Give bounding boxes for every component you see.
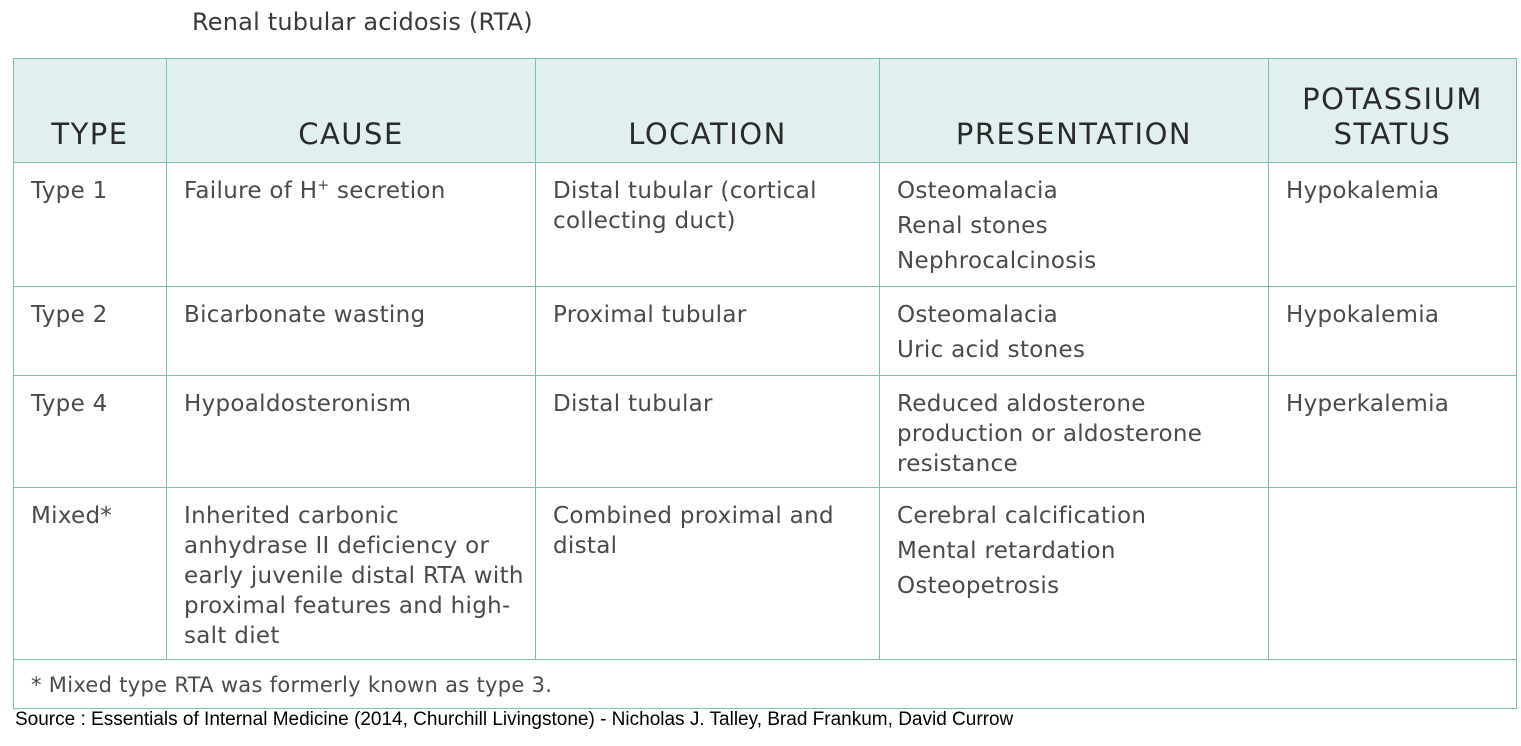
header-cause: CAUSE xyxy=(167,59,536,163)
cell-type: Type 1 xyxy=(14,163,167,287)
cell-type: Type 2 xyxy=(14,287,167,376)
cell-presentation xyxy=(880,376,1269,488)
cell-type: Mixed* xyxy=(14,488,167,660)
presentation-item: Osteopetrosis xyxy=(897,573,1060,599)
cell-location: Distal tubular xyxy=(536,376,880,488)
cell-potassium: Hypokalemia xyxy=(1269,163,1517,287)
cause-text-tail: secretion xyxy=(329,178,446,204)
header-presentation: PRESENTATION xyxy=(880,59,1269,163)
header-type: TYPE xyxy=(14,59,167,163)
footnote: * Mixed type RTA was formerly known as type 3. xyxy=(14,660,1517,709)
cell-presentation xyxy=(880,287,1269,376)
cell-potassium: Hypokalemia xyxy=(1269,287,1517,376)
cause-text: Failure of H xyxy=(184,178,318,204)
presentation-item: Mental retardation xyxy=(897,538,1116,564)
presentation-item: Renal stones xyxy=(897,213,1048,239)
cell-cause: Bicarbonate wasting xyxy=(167,287,536,376)
rta-table xyxy=(13,58,1517,709)
presentation-item: Nephrocalcinosis xyxy=(897,248,1097,274)
cell-cause: Inherited carbonic anhydrase II deficiency or early juvenile distal RTA with proximal features and high-salt diet xyxy=(167,488,536,660)
source-citation: Source : Essentials of Internal Medicine (2014, Churchill Livingstone) - Nicholas J. Talley, Brad Frankum, David Currow xyxy=(15,709,1014,730)
cell-location: Combined proximal and distal xyxy=(536,488,880,660)
presentation-item: Cerebral calcification xyxy=(897,503,1147,529)
presentation-item: Uric acid stones xyxy=(897,337,1086,363)
presentation-item: Osteomalacia xyxy=(897,178,1059,204)
presentation-item: Osteomalacia xyxy=(897,302,1059,328)
table-row xyxy=(14,488,1517,660)
table-row xyxy=(14,376,1517,488)
header-row xyxy=(14,59,1517,163)
cell-potassium: Hyperkalemia xyxy=(1269,376,1517,488)
cause-superscript: + xyxy=(317,177,330,194)
presentation-item: Reduced aldosterone production or aldosterone resistance xyxy=(897,391,1203,477)
cell-cause xyxy=(167,163,536,287)
cell-presentation xyxy=(880,488,1269,660)
cell-location: Distal tubular (cortical collecting duct) xyxy=(536,163,880,287)
cell-presentation xyxy=(880,163,1269,287)
table-title: Renal tubular acidosis (RTA) xyxy=(192,8,533,36)
header-location: LOCATION xyxy=(536,59,880,163)
header-potassium-status: POTASSIUM STATUS xyxy=(1269,59,1517,163)
cell-potassium xyxy=(1269,488,1517,660)
footnote-row xyxy=(14,660,1517,709)
cell-cause: Hypoaldosteronism xyxy=(167,376,536,488)
table-row xyxy=(14,287,1517,376)
table-row xyxy=(14,163,1517,287)
cell-location: Proximal tubular xyxy=(536,287,880,376)
cell-type: Type 4 xyxy=(14,376,167,488)
